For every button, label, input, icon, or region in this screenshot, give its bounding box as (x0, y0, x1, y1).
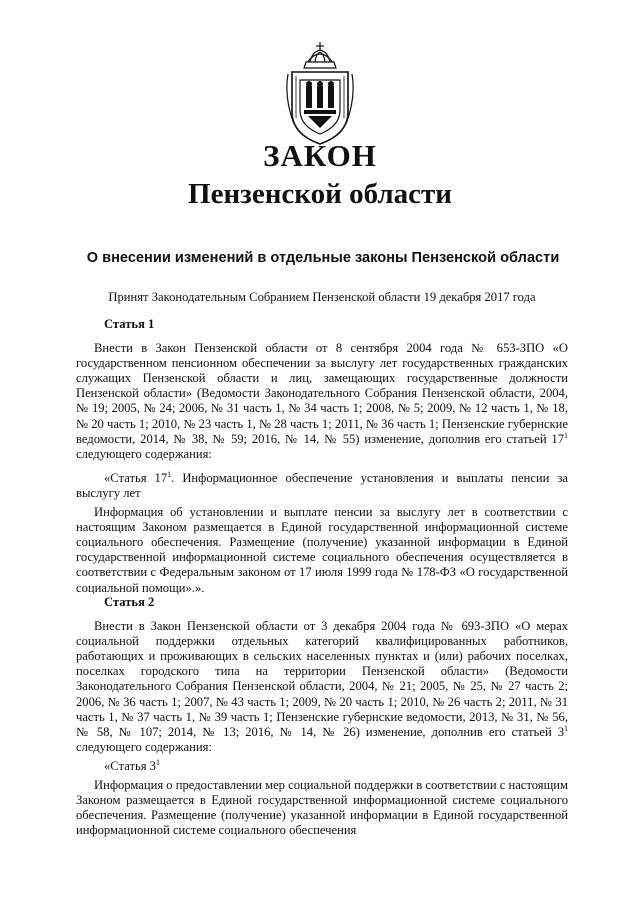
article-2-quote-start: «Статья 3 (104, 758, 156, 773)
article-1-quote-start: «Статья 17 (104, 470, 168, 485)
article-1-intro-text: Внести в Закон Пензенской области от 8 сентября 2004 года № 653-ЗПО «О государственном пенсионном обеспечении за выслугу лет государственных гражданских служащих Пензенской области и лиц, замещающих государственные должности Пензенской области» (Ведомости Законодательного Собрания Пензенской области, 2004, № 19; 2005, № 24; 2006, № 31 часть 1, № 34 часть 1; 2008, № 5; 2009, № 12 часть 1, № 18, № 20 часть 1; 2010, № 23 часть 1, № 28 часть 1; 2011, № 36 часть 1; Пензенские губернские ведомости, 2014, № 38, № 59; 2016, № 14, № 55) изменение, дополнив его статьей 17 (76, 341, 568, 446)
region-title: Пензенской области (188, 178, 452, 210)
article-1 (76, 317, 568, 596)
coat-of-arms-emblem (284, 38, 356, 148)
article-2-intro-text: Внести в Закон Пензенской области от 3 декабря 2004 года № 693-ЗПО «О мерах социальной поддержки отдельных категорий квалифицированных работников, работающих и проживающих в сельских населенных пунктах и (или) рабочих поселках, поселках городского типа на территории Пензенской области» (Ведомости Законодательного Собрания Пензенской области, 2004, № 21; 2005, № 25, № 27 часть 2; 2006, № 36 часть 1; 2007, № 43 часть 1; 2009, № 20 часть 1; 2010, № 26 часть 2; 2011, № 31 часть 1, № 37 часть 1, № 39 часть 1; Пензенские губернские ведомости, 2013, № 31, № 56, № 58, № 107; 2014, № 13; 2016, № 14, № 26) изменение, дополнив его статьей 3 (76, 619, 568, 739)
document-type-title: ЗАКОН (263, 138, 377, 173)
article-1-intro (76, 341, 568, 462)
article-1-heading: Статья 1 (104, 317, 155, 331)
article-1-intro-tail: следующего содержания: (76, 446, 212, 461)
article-2-quote-text: Информация о предоставлении мер социальной поддержки в соответствии с настоящим Законом размещается в Единой государственной информационной системе социального обеспечения. Размещение (получение) указанной информации в Единой государственной информационной системе социального обеспечения (76, 778, 568, 838)
article-2-quote-superscript: 1 (155, 757, 160, 767)
article-1-quote-superscript: 1 (167, 469, 172, 479)
article-2-quote-heading (76, 759, 568, 774)
law-subject-heading: О внесении изменений в отдельные законы Пензенской области (86, 250, 560, 266)
adoption-statement: Принят Законодательным Собранием Пензенской области 19 декабря 2017 года (108, 290, 536, 304)
article-2-intro (76, 619, 568, 755)
article-1-quote-heading (76, 471, 568, 501)
article-1-quote-text: Информация об установлении и выплате пенсии за выслугу лет в соответствии с настоящим Законом размещается в Единой государственной информационной системе социального обеспечения. Размещение (получение) указанной информации в Единой государственной информационной системе социального обеспечения осуществляется в соответствии с Федеральным законом от 17 июля 1999 года № 178-ФЗ «О государственной социальной помощи».». (76, 505, 568, 595)
article-1-quote-title: . Информационное обеспечение установления и выплаты пенсии за выслугу лет (76, 470, 569, 500)
article-2 (76, 595, 568, 838)
article-2-intro-superscript: 1 (564, 723, 568, 733)
article-2-heading: Статья 2 (104, 595, 155, 609)
article-2-intro-tail: следующего содержания: (76, 739, 212, 754)
article-1-intro-superscript: 1 (564, 430, 568, 440)
